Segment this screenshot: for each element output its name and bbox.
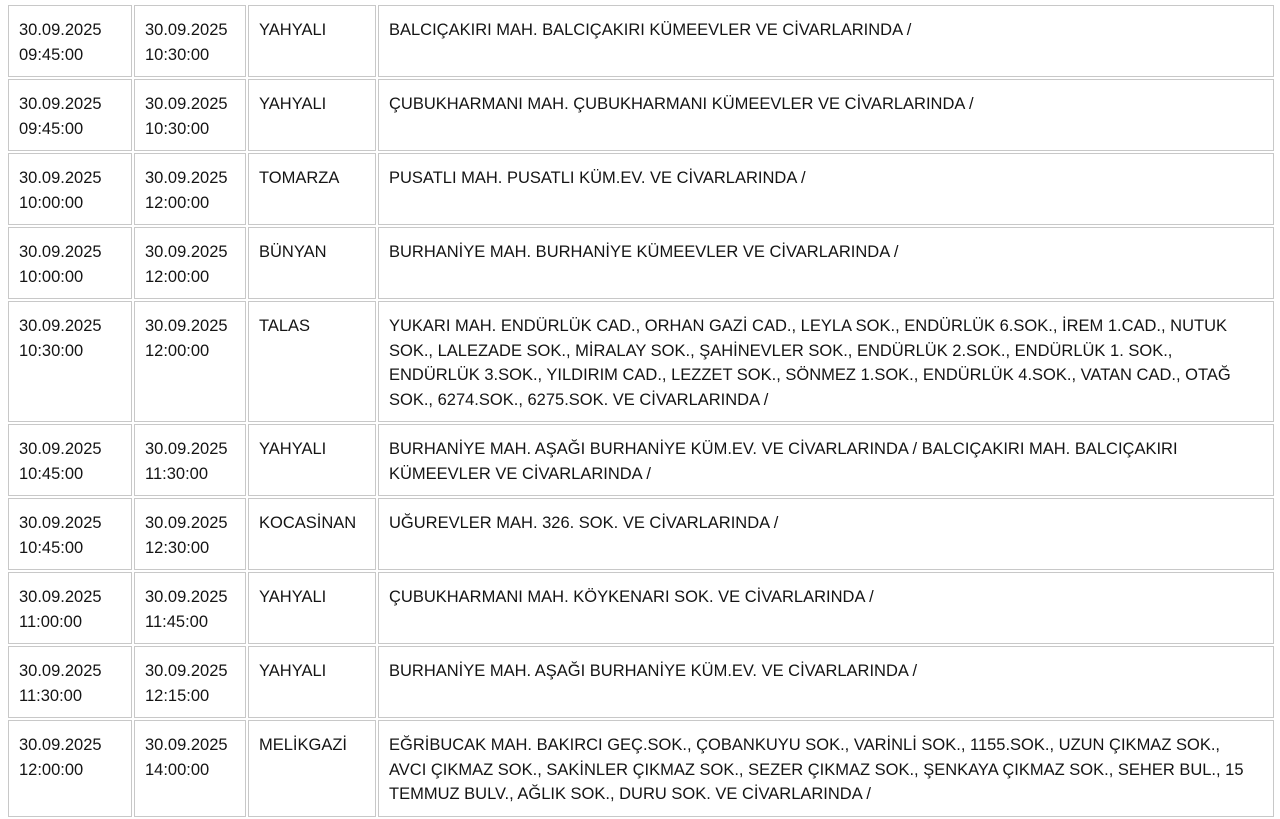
- start-time: 11:00:00: [19, 612, 83, 631]
- table-row: [8, 301, 1274, 422]
- district-cell: BÜNYAN: [248, 227, 376, 299]
- start-date: 30.09.2025: [19, 95, 102, 113]
- affected-area-cell: BURHANİYE MAH. AŞAĞI BURHANİYE KÜM.EV. VE CİVARLARINDA / BALCIÇAKIRI MAH. BALCIÇAKIRI KÜMEEVLER VE CİVARLARINDA /: [378, 424, 1274, 496]
- start-date: 30.09.2025: [19, 514, 102, 532]
- power-outage-table: [6, 3, 1276, 819]
- affected-area-cell: BALCIÇAKIRI MAH. BALCIÇAKIRI KÜMEEVLER VE CİVARLARINDA /: [378, 5, 1274, 77]
- table-row: [8, 79, 1274, 151]
- start-time: 10:45:00: [19, 538, 84, 557]
- start-date: 30.09.2025: [19, 736, 102, 754]
- end-time: 11:30:00: [145, 464, 209, 483]
- table-row: [8, 5, 1274, 77]
- affected-area-cell: YUKARI MAH. ENDÜRLÜK CAD., ORHAN GAZİ CAD., LEYLA SOK., ENDÜRLÜK 6.SOK., İREM 1.CAD., NUTUK SOK., LALEZADE SOK., MİRALAY SOK., ŞAHİNEVLER SOK., ENDÜRLÜK 2.SOK., ENDÜRLÜK 1. SOK., ENDÜRLÜK 3.SOK., YILDIRIM CAD., LEZZET SOK., SÖNMEZ 1.SOK., ENDÜRLÜK 4.SOK., VATAN CAD., OTAĞ SOK., 6274.SOK., 6275.SOK. VE CİVARLARINDA /: [378, 301, 1274, 422]
- district-cell: YAHYALI: [248, 79, 376, 151]
- end-time: 12:30:00: [145, 538, 210, 557]
- affected-area-cell: ÇUBUKHARMANI MAH. KÖYKENARI SOK. VE CİVARLARINDA /: [378, 572, 1274, 644]
- end-date: 30.09.2025: [145, 169, 228, 187]
- end-datetime-cell: [134, 720, 246, 817]
- end-datetime-cell: [134, 227, 246, 299]
- end-date: 30.09.2025: [145, 736, 228, 754]
- district-cell: YAHYALI: [248, 572, 376, 644]
- start-time: 12:00:00: [19, 760, 84, 779]
- end-datetime-cell: [134, 646, 246, 718]
- end-date: 30.09.2025: [145, 243, 228, 261]
- end-time: 10:30:00: [145, 119, 210, 138]
- end-time: 12:00:00: [145, 341, 210, 360]
- start-time: 09:45:00: [19, 45, 84, 64]
- table-row: [8, 646, 1274, 718]
- affected-area-cell: EĞRİBUCAK MAH. BAKIRCI GEÇ.SOK., ÇOBANKUYU SOK., VARİNLİ SOK., 1155.SOK., UZUN ÇIKMAZ SOK., AVCI ÇIKMAZ SOK., SAKİNLER ÇIKMAZ SOK., SEZER ÇIKMAZ SOK., ŞENKAYA ÇIKMAZ SOK., SEHER BUL., 15 TEMMUZ BULV., AĞLIK SOK., DURU SOK. VE CİVARLARINDA /: [378, 720, 1274, 817]
- end-date: 30.09.2025: [145, 21, 228, 39]
- start-time: 11:30:00: [19, 686, 83, 705]
- start-time: 10:00:00: [19, 267, 84, 286]
- end-datetime-cell: [134, 5, 246, 77]
- start-date: 30.09.2025: [19, 317, 102, 335]
- end-time: 12:15:00: [145, 686, 210, 705]
- end-datetime-cell: [134, 498, 246, 570]
- end-date: 30.09.2025: [145, 662, 228, 680]
- affected-area-cell: BURHANİYE MAH. AŞAĞI BURHANİYE KÜM.EV. VE CİVARLARINDA /: [378, 646, 1274, 718]
- start-date: 30.09.2025: [19, 662, 102, 680]
- start-date: 30.09.2025: [19, 440, 102, 458]
- end-date: 30.09.2025: [145, 317, 228, 335]
- start-time: 10:45:00: [19, 464, 84, 483]
- district-cell: YAHYALI: [248, 424, 376, 496]
- district-cell: TOMARZA: [248, 153, 376, 225]
- affected-area-cell: BURHANİYE MAH. BURHANİYE KÜMEEVLER VE CİVARLARINDA /: [378, 227, 1274, 299]
- district-cell: YAHYALI: [248, 646, 376, 718]
- start-datetime-cell: [8, 301, 132, 422]
- start-datetime-cell: [8, 5, 132, 77]
- start-date: 30.09.2025: [19, 169, 102, 187]
- start-date: 30.09.2025: [19, 588, 102, 606]
- affected-area-cell: UĞUREVLER MAH. 326. SOK. VE CİVARLARINDA /: [378, 498, 1274, 570]
- end-time: 12:00:00: [145, 267, 210, 286]
- end-time: 10:30:00: [145, 45, 210, 64]
- start-date: 30.09.2025: [19, 21, 102, 39]
- start-datetime-cell: [8, 572, 132, 644]
- end-datetime-cell: [134, 572, 246, 644]
- end-time: 12:00:00: [145, 193, 210, 212]
- end-datetime-cell: [134, 301, 246, 422]
- district-cell: KOCASİNAN: [248, 498, 376, 570]
- start-time: 09:45:00: [19, 119, 84, 138]
- end-date: 30.09.2025: [145, 514, 228, 532]
- start-datetime-cell: [8, 227, 132, 299]
- affected-area-cell: PUSATLI MAH. PUSATLI KÜM.EV. VE CİVARLARINDA /: [378, 153, 1274, 225]
- table-row: [8, 424, 1274, 496]
- end-time: 14:00:00: [145, 760, 210, 779]
- start-date: 30.09.2025: [19, 243, 102, 261]
- end-date: 30.09.2025: [145, 95, 228, 113]
- table-row: [8, 227, 1274, 299]
- end-time: 11:45:00: [145, 612, 209, 631]
- table-row: [8, 572, 1274, 644]
- start-time: 10:30:00: [19, 341, 84, 360]
- table-row: [8, 498, 1274, 570]
- start-datetime-cell: [8, 498, 132, 570]
- start-datetime-cell: [8, 79, 132, 151]
- affected-area-cell: ÇUBUKHARMANI MAH. ÇUBUKHARMANI KÜMEEVLER VE CİVARLARINDA /: [378, 79, 1274, 151]
- district-cell: TALAS: [248, 301, 376, 422]
- district-cell: YAHYALI: [248, 5, 376, 77]
- start-datetime-cell: [8, 646, 132, 718]
- end-date: 30.09.2025: [145, 440, 228, 458]
- end-date: 30.09.2025: [145, 588, 228, 606]
- district-cell: MELİKGAZİ: [248, 720, 376, 817]
- end-datetime-cell: [134, 153, 246, 225]
- table-row: [8, 720, 1274, 817]
- start-datetime-cell: [8, 424, 132, 496]
- start-datetime-cell: [8, 720, 132, 817]
- start-datetime-cell: [8, 153, 132, 225]
- end-datetime-cell: [134, 79, 246, 151]
- outage-table-container: [6, 3, 1276, 819]
- start-time: 10:00:00: [19, 193, 84, 212]
- end-datetime-cell: [134, 424, 246, 496]
- table-row: [8, 153, 1274, 225]
